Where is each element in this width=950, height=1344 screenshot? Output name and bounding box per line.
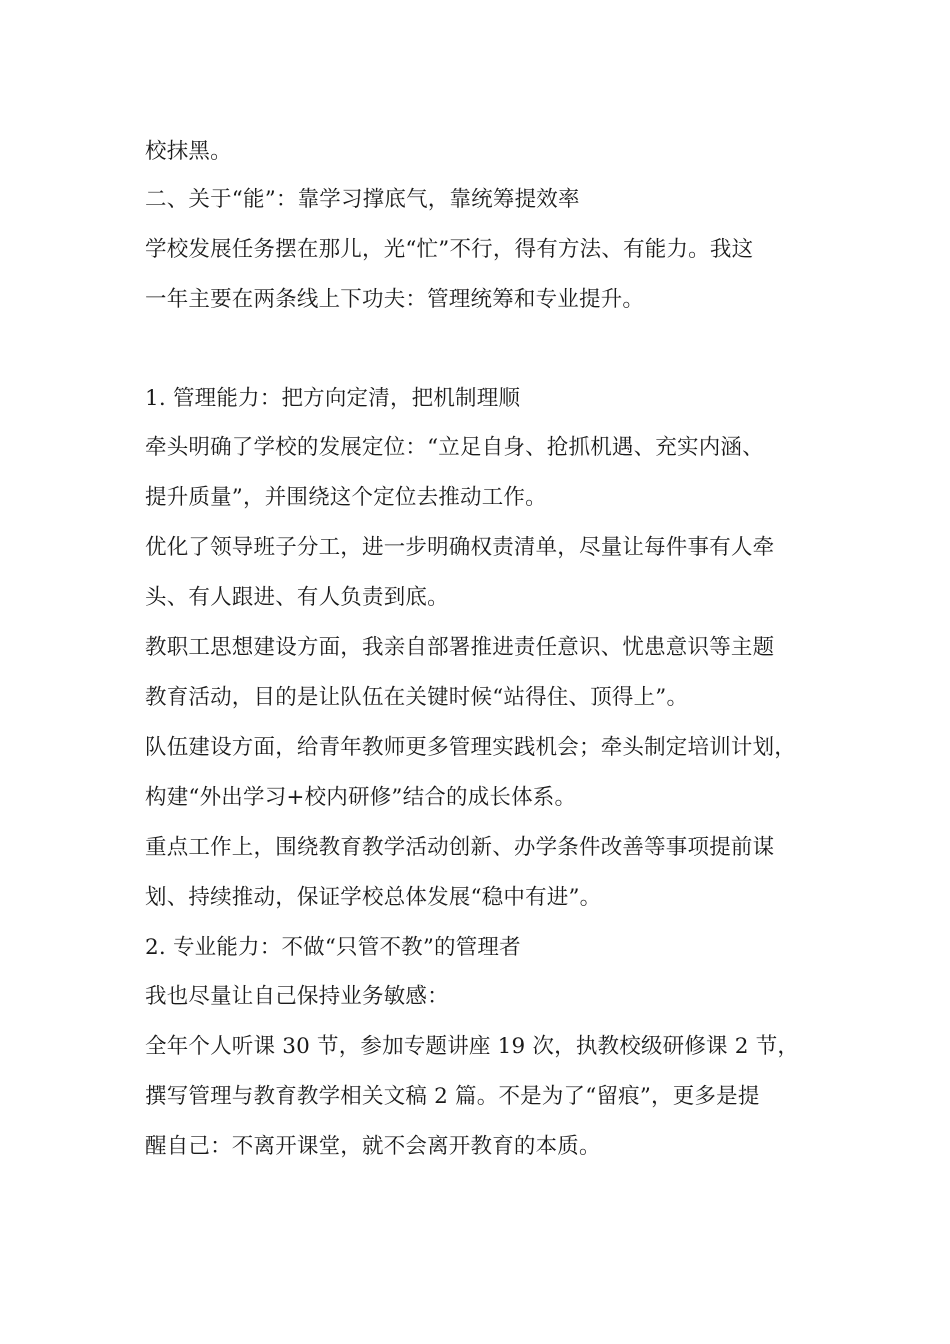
paragraph-line: 教育活动，目的是让队伍在关键时候“站得住、顶得上”。 xyxy=(145,685,689,710)
paragraph-line: 我也尽量让自己保持业务敏感： xyxy=(145,984,449,1009)
paragraph-line: 学校发展任务摆在那儿，光“忙”不行，得有方法、有能力。我这 xyxy=(145,237,754,262)
section-heading: 二、关于“能”：靠学习撑底气，靠统筹提效率 xyxy=(145,187,580,212)
paragraph-line: 构建“外出学习+校内研修”结合的成长体系。 xyxy=(145,785,577,810)
paragraph-line: 提升质量”，并围绕这个定位去推动工作。 xyxy=(145,485,547,510)
paragraph-line: 头、有人跟进、有人负责到底。 xyxy=(145,585,449,610)
paragraph-line: 撰写管理与教育教学相关文稿 2 篇。不是为了“留痕”，更多是提 xyxy=(145,1084,760,1109)
paragraph-line: 队伍建设方面，给青年教师更多管理实践机会；牵头制定培训计划， xyxy=(145,735,797,760)
paragraph-line: 全年个人听课 30 节，参加专题讲座 19 次，执教校级研修课 2 节， xyxy=(145,1034,800,1059)
subsection-heading: 2. 专业能力：不做“只管不教”的管理者 xyxy=(145,935,521,960)
paragraph-line: 一年主要在两条线上下功夫：管理统筹和专业提升。 xyxy=(145,287,645,312)
paragraph-line: 优化了领导班子分工，进一步明确权责清单，尽量让每件事有人牵 xyxy=(145,535,775,560)
paragraph-line: 重点工作上，围绕教育教学活动创新、办学条件改善等事项提前谋 xyxy=(145,835,775,860)
paragraph-line: 校抹黑。 xyxy=(145,139,232,164)
paragraph-line: 教职工思想建设方面，我亲自部署推进责任意识、忧患意识等主题 xyxy=(145,635,775,660)
subsection-heading: 1. 管理能力：把方向定清，把机制理顺 xyxy=(145,386,521,411)
paragraph-line: 牵头明确了学校的发展定位：“立足自身、抢抓机遇、充实内涵、 xyxy=(145,435,764,460)
paragraph-line: 划、持续推动，保证学校总体发展“稳中有进”。 xyxy=(145,885,602,910)
paragraph-line: 醒自己：不离开课堂，就不会离开教育的本质。 xyxy=(145,1134,601,1159)
